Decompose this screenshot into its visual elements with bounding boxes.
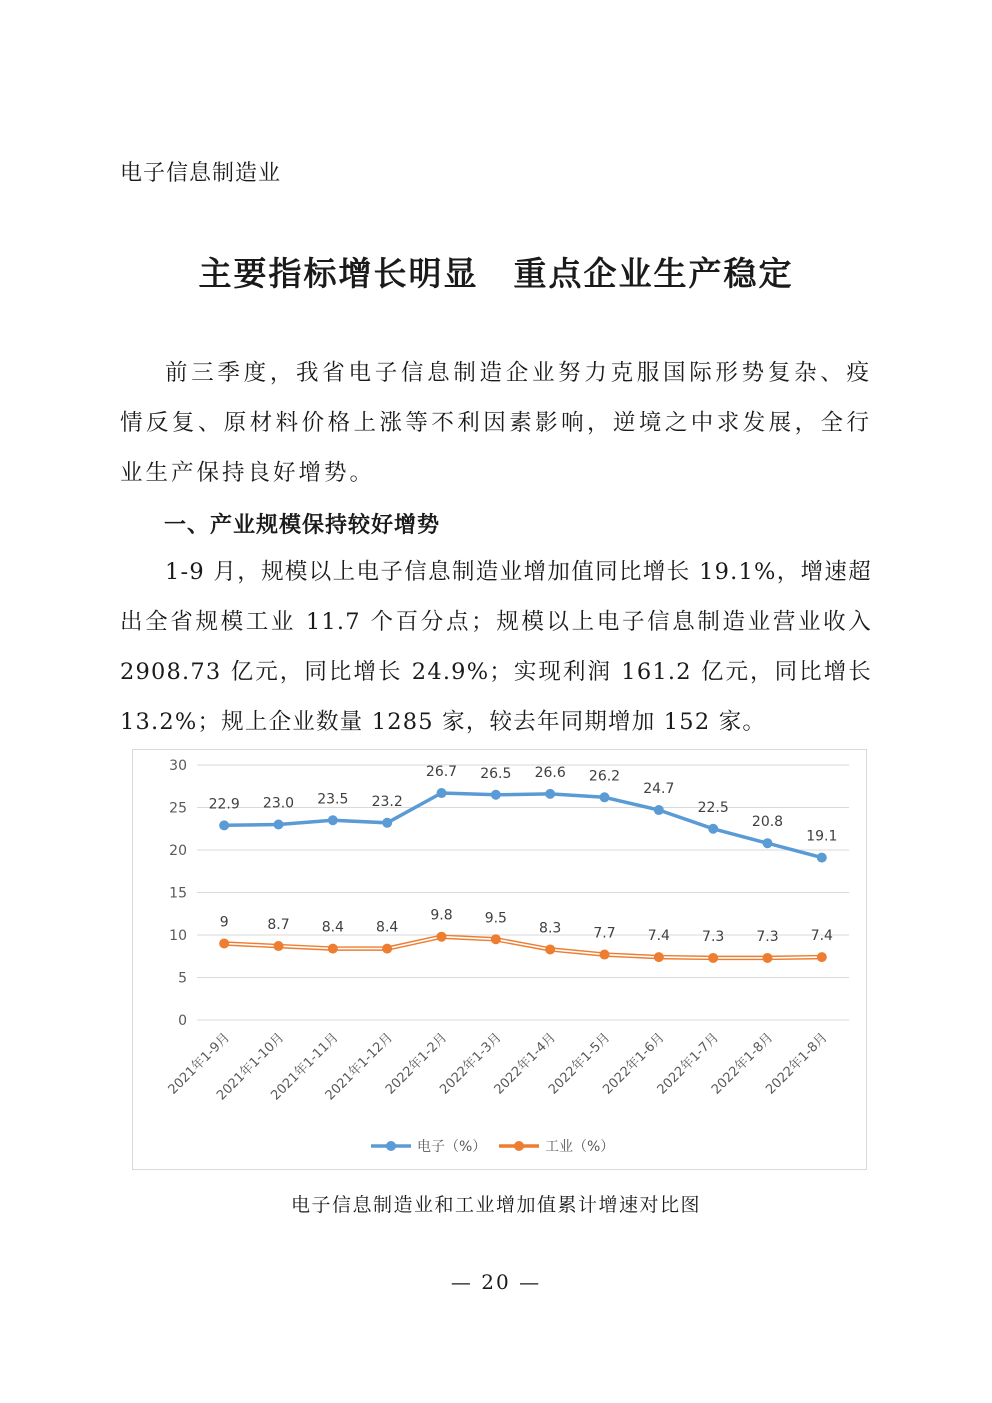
electronics-data-label: 20.8 xyxy=(751,814,784,831)
industry-data-label: 9.5 xyxy=(484,910,507,927)
industry-point xyxy=(654,952,664,962)
y-tick-label: 0 xyxy=(178,1013,187,1029)
industry-point xyxy=(382,944,392,954)
industry-data-label: 7.3 xyxy=(702,928,725,945)
electronics-data-label: 22.5 xyxy=(697,799,729,816)
section-heading: 一、产业规模保持较好增势 xyxy=(164,513,441,538)
electronics-point xyxy=(382,818,392,828)
page-title: 主要指标增长明显 重点企业生产稳定 xyxy=(198,254,794,293)
electronics-data-label: 26.5 xyxy=(480,765,512,782)
y-tick-label: 10 xyxy=(169,928,187,944)
industry-point xyxy=(274,941,284,951)
electronics-data-label: 26.7 xyxy=(425,764,458,781)
industry-data-label: 8.4 xyxy=(376,919,399,936)
electronics-point xyxy=(708,824,718,834)
electronics-data-label: 23.0 xyxy=(262,795,295,812)
section-label: 电子信息制造业 xyxy=(120,161,282,186)
intro-paragraph: 前三季度，我省电子信息制造企业努力克服国际形势复杂、疫情反复、原材料价格上涨等不利因素影响，逆境之中求发展，全行业生产保持良好增势。 xyxy=(120,360,872,486)
industry-data-label: 8.4 xyxy=(321,919,344,936)
industry-point xyxy=(491,934,501,944)
series-line-industry-inner xyxy=(224,937,822,958)
y-tick-label: 25 xyxy=(169,800,187,817)
industry-data-label: 8.7 xyxy=(267,917,290,934)
x-tick-label: 2022年1-6月 xyxy=(600,1030,668,1098)
legend-marker-1 xyxy=(514,1141,524,1151)
x-tick-label: 2021年1-11月 xyxy=(268,1030,342,1104)
electronics-data-label: 26.6 xyxy=(534,764,566,781)
electronics-point xyxy=(437,788,447,798)
x-tick-label: 2021年1-9月 xyxy=(165,1030,233,1098)
industry-point xyxy=(219,939,229,949)
electronics-point xyxy=(654,805,664,815)
x-tick-label: 2022年1-2月 xyxy=(382,1030,451,1098)
electronics-data-label: 22.9 xyxy=(208,796,240,813)
chart-container xyxy=(132,749,867,1170)
x-tick-label: 2022年1-3月 xyxy=(437,1030,505,1098)
electronics-point xyxy=(763,838,773,848)
electronics-data-label: 23.2 xyxy=(371,793,403,810)
electronics-point xyxy=(491,790,501,800)
electronics-data-label: 24.7 xyxy=(643,781,675,798)
electronics-data-label: 23.5 xyxy=(317,791,349,808)
page-number: — 20 — xyxy=(450,1270,542,1294)
industry-point xyxy=(817,952,827,962)
series-line-electronics xyxy=(224,793,822,858)
x-tick-label: 2022年1-8月 xyxy=(763,1030,831,1098)
electronics-point xyxy=(274,820,284,830)
legend-marker-0 xyxy=(386,1141,396,1151)
y-tick-label: 20 xyxy=(169,843,187,859)
y-tick-label: 30 xyxy=(169,758,187,774)
electronics-data-label: 26.2 xyxy=(588,768,621,785)
y-tick-label: 15 xyxy=(169,885,187,902)
industry-data-label: 9 xyxy=(219,914,229,931)
x-tick-label: 2022年1-7月 xyxy=(654,1030,722,1098)
industry-point xyxy=(545,944,555,954)
industry-point xyxy=(437,932,447,942)
industry-data-label: 7.3 xyxy=(756,928,779,945)
x-tick-label: 2021年1-12月 xyxy=(322,1030,396,1104)
y-tick-label: 5 xyxy=(178,970,187,987)
industry-data-label: 8.3 xyxy=(539,920,562,937)
chart-caption: 电子信息制造业和工业增加值累计增速对比图 xyxy=(290,1194,701,1216)
industry-data-label: 7.7 xyxy=(593,925,616,942)
x-tick-label: 2022年1-4月 xyxy=(491,1030,559,1098)
x-tick-label: 2022年1-5月 xyxy=(545,1030,614,1098)
legend-label: 电子（%） xyxy=(417,1139,487,1155)
industry-point xyxy=(763,953,773,963)
x-tick-label: 2022年1-8月 xyxy=(708,1030,777,1098)
x-tick-label: 2021年1-10月 xyxy=(214,1030,288,1104)
legend-label: 工业（%） xyxy=(545,1139,615,1155)
electronics-point xyxy=(600,792,610,802)
industry-data-label: 9.8 xyxy=(430,907,453,924)
industry-point xyxy=(328,944,338,954)
electronics-point xyxy=(817,853,827,863)
electronics-point xyxy=(328,815,338,825)
industry-point xyxy=(708,953,718,963)
electronics-data-label: 19.1 xyxy=(806,828,838,845)
industry-data-label: 7.4 xyxy=(810,928,833,945)
line-chart xyxy=(133,750,868,1171)
industry-data-label: 7.4 xyxy=(647,928,670,945)
electronics-point xyxy=(219,820,229,830)
industry-point xyxy=(600,950,610,960)
body-paragraph: 1-9 月，规模以上电子信息制造业增加值同比增长 19.1%，增速超出全省规模工业 11.7 个百分点；规模以上电子信息制造业营业收入 2908.73 亿元，同比增长 24.9%；实现利润 161.2 亿元，同比增长 13.2%；规上企业数量 1285 家，较去年同期增加 152 家。 xyxy=(120,559,872,735)
electronics-point xyxy=(545,789,555,799)
